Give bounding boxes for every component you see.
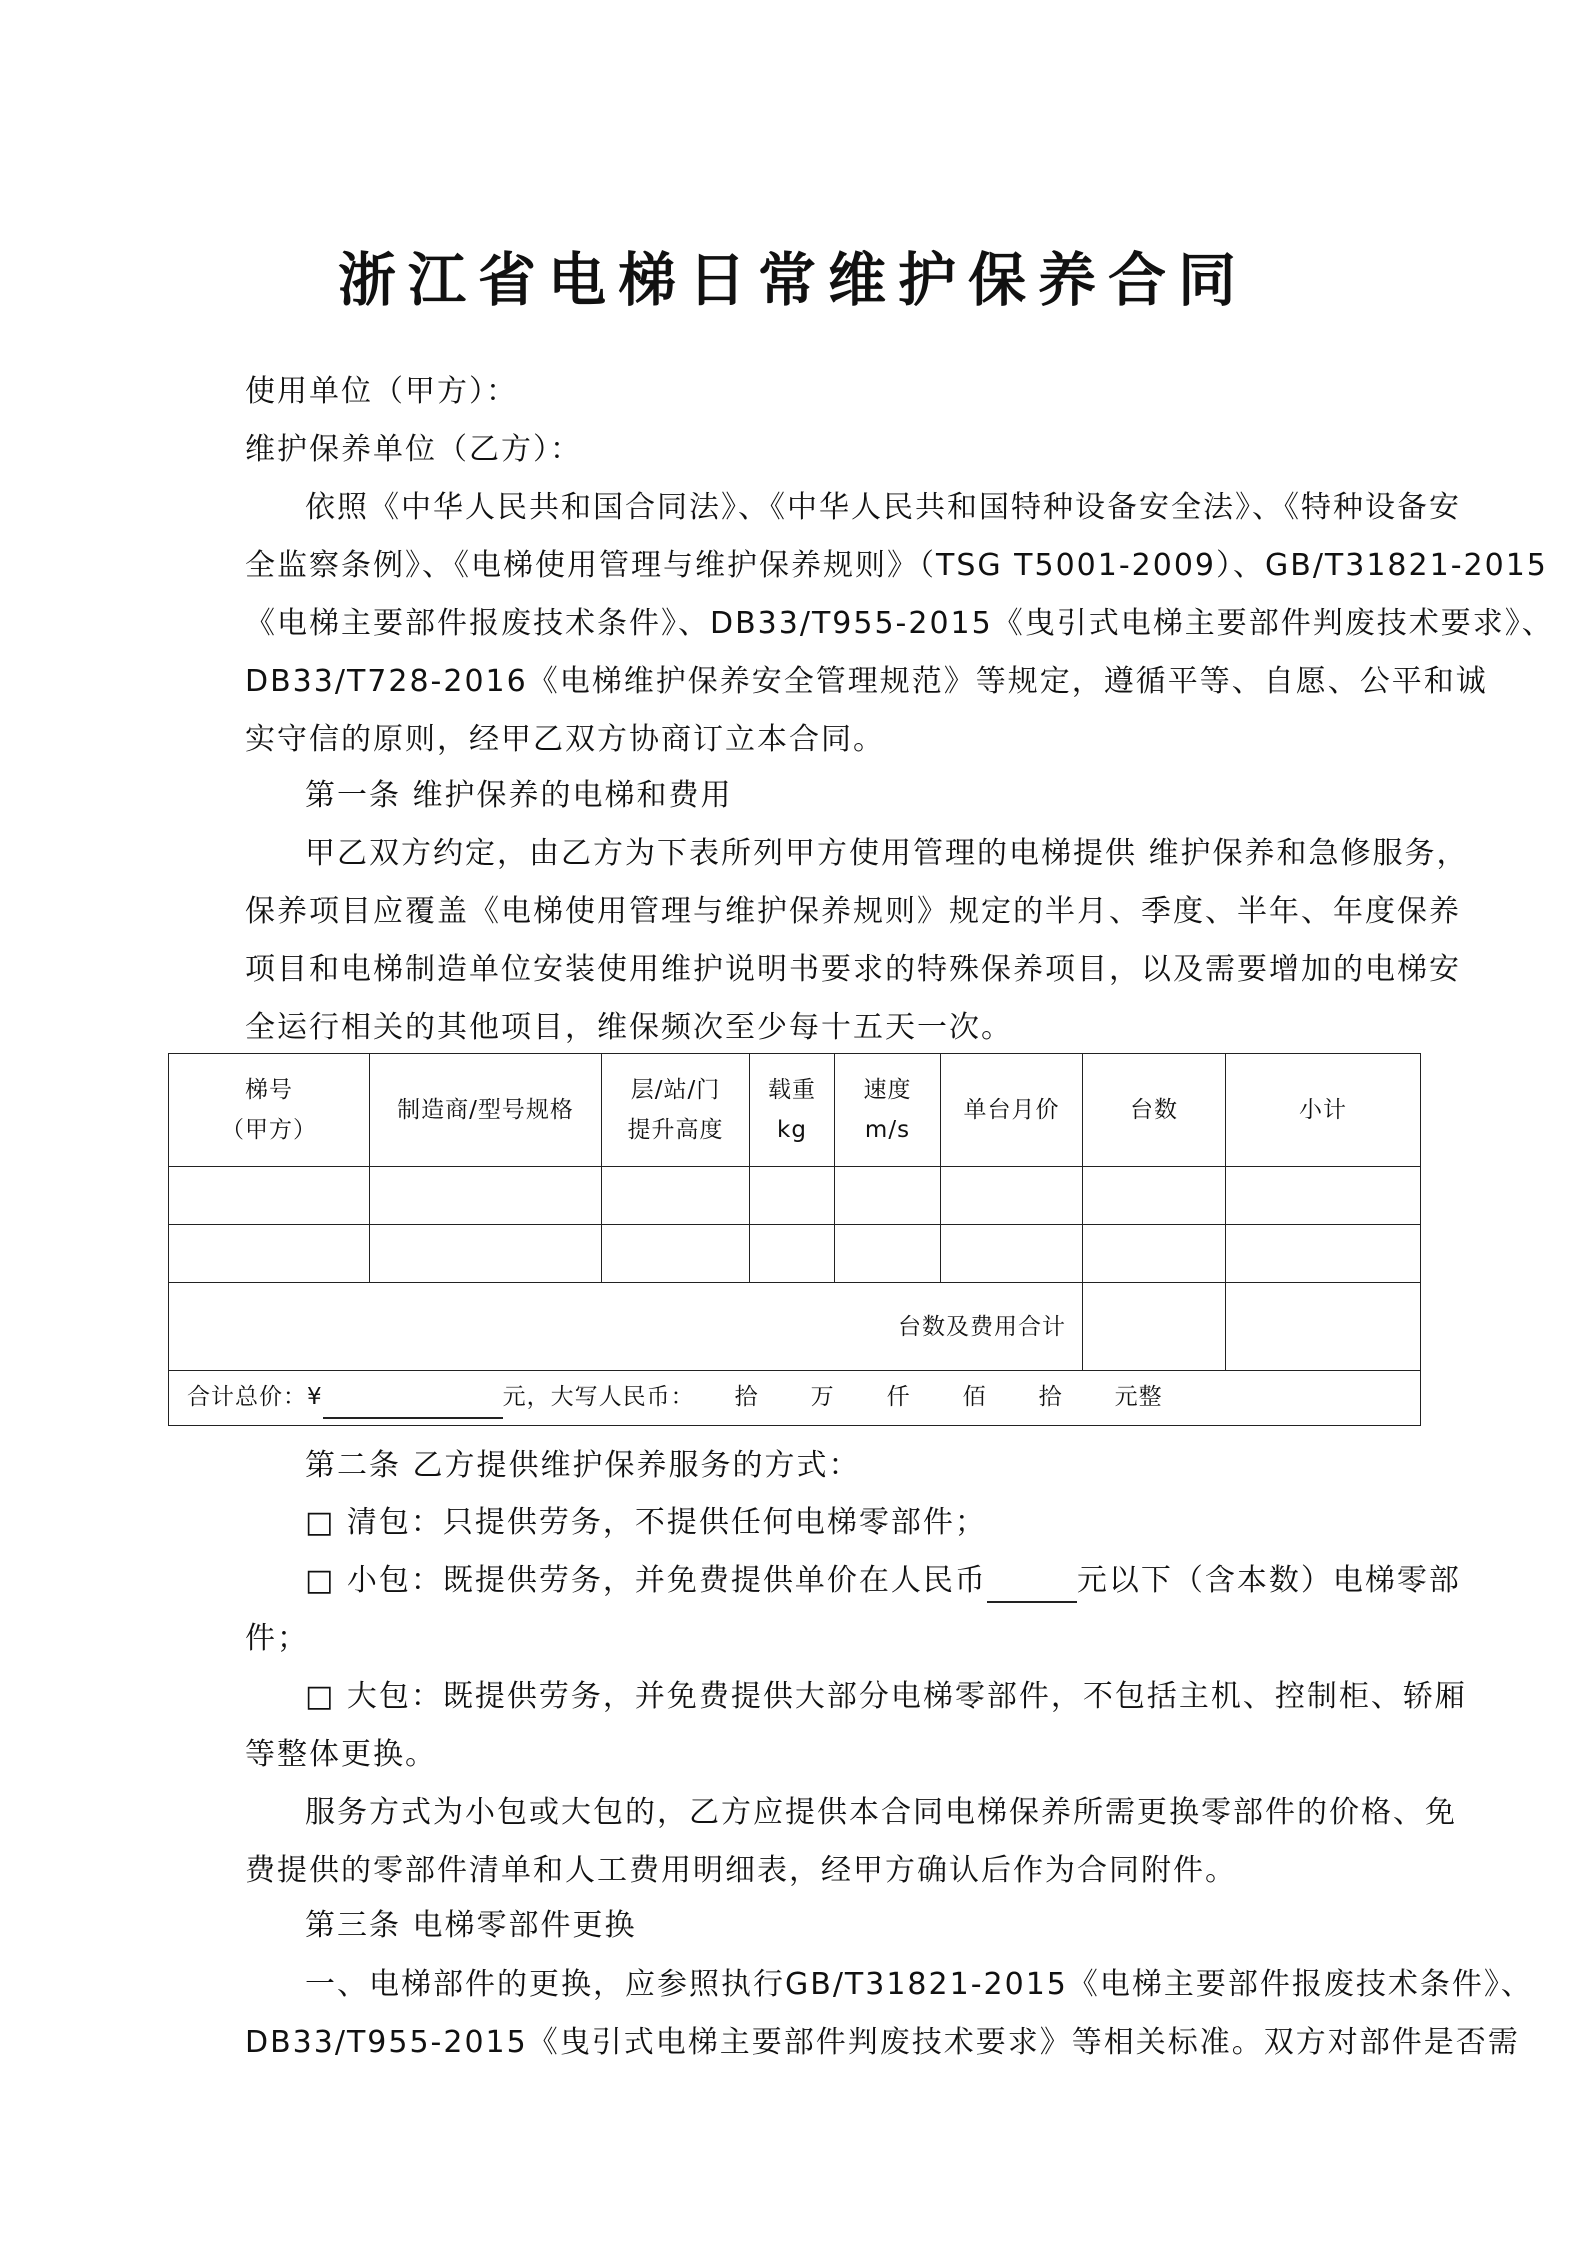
unit-label: 拾 <box>1038 1384 1063 1410</box>
option-big-cont: 等整体更换。 <box>245 1737 437 1772</box>
price-limit-blank[interactable] <box>987 1561 1077 1603</box>
total-prefix: 合计总价：¥ <box>187 1384 323 1410</box>
article1-line: 甲乙双方约定，由乙方为下表所列甲方使用管理的电梯提供 维护保养和急修服务， <box>305 836 1469 871</box>
table-row <box>169 1167 1421 1225</box>
intro-line: 实守信的原则，经甲乙双方协商订立本合同。 <box>245 722 885 757</box>
table-cell[interactable] <box>835 1167 941 1225</box>
article1-line: 项目和电梯制造单位安装使用维护说明书要求的特殊保养项目，以及需要增加的电梯安 <box>245 952 1461 987</box>
header-cell: 台数 <box>1083 1054 1226 1167</box>
table-cell[interactable] <box>602 1225 750 1283</box>
table-cell[interactable] <box>602 1167 750 1225</box>
total-suffix: 元，大写人民币： <box>502 1384 695 1410</box>
service-note: 服务方式为小包或大包的，乙方应提供本合同电梯保养所需更换零部件的价格、免 <box>305 1795 1457 1830</box>
header-cell: 小计 <box>1226 1054 1421 1167</box>
table-cell[interactable] <box>1226 1225 1421 1283</box>
table-cell[interactable] <box>1226 1167 1421 1225</box>
header-cell: 制造商/型号规格 <box>370 1054 602 1167</box>
table-total-row <box>169 1371 1421 1426</box>
option-big: □ 大包：既提供劳务，并免费提供大部分电梯零部件，不包括主机、控制柜、轿厢 <box>305 1679 1467 1714</box>
unit-label: 拾 <box>734 1384 759 1410</box>
unit-label: 仟 <box>886 1384 911 1410</box>
table-cell[interactable] <box>750 1167 835 1225</box>
total-amount-blank[interactable] <box>323 1377 503 1419</box>
article1-line: 全运行相关的其他项目，维保频次至少每十五天一次。 <box>245 1010 1013 1045</box>
table-cell[interactable] <box>941 1167 1083 1225</box>
option-small-cont: 件； <box>245 1621 309 1656</box>
table-cell[interactable] <box>1083 1167 1226 1225</box>
intro-line: DB33/T728-2016《电梯维护保养安全管理规范》等规定，遵循平等、自愿、公平和诚 <box>245 664 1488 699</box>
header-cell: 梯号 （甲方） <box>169 1054 370 1167</box>
table-cell[interactable] <box>370 1167 602 1225</box>
party-b-label: 维护保养单位（乙方）： <box>245 432 582 467</box>
table-cell[interactable] <box>169 1167 370 1225</box>
table-sum-row <box>169 1283 1421 1371</box>
table-cell[interactable] <box>941 1225 1083 1283</box>
sum-count-cell[interactable] <box>1083 1283 1226 1371</box>
total-price-cell <box>169 1371 1421 1426</box>
article3-line: 一、电梯部件的更换，应参照执行GB/T31821-2015《电梯主要部件报废技术条件》、 <box>305 1967 1533 2002</box>
table-cell[interactable] <box>1083 1225 1226 1283</box>
service-note-cont: 费提供的零部件清单和人工费用明细表，经甲方确认后作为合同附件。 <box>245 1853 1237 1888</box>
table-cell[interactable] <box>835 1225 941 1283</box>
table-header-row <box>169 1054 1421 1167</box>
sum-label: 台数及费用合计 <box>169 1283 1083 1371</box>
article3-line: DB33/T955-2015《曳引式电梯主要部件判废技术要求》等相关标准。双方对部件是否需 <box>245 2025 1520 2060</box>
intro-line: 《电梯主要部件报废技术条件》、DB33/T955-2015《曳引式电梯主要部件判废技术要求》、 <box>245 606 1554 641</box>
unit-label: 佰 <box>962 1384 987 1410</box>
table-cell[interactable] <box>750 1225 835 1283</box>
article1-heading: 第一条 维护保养的电梯和费用 <box>305 778 733 813</box>
header-cell: 载重 kg <box>750 1054 835 1167</box>
table-cell[interactable] <box>370 1225 602 1283</box>
unit-label: 万 <box>810 1384 835 1410</box>
option-small: □ 小包：既提供劳务，并免费提供单价在人民币 元以下（含本数）电梯零部 <box>305 1561 1461 1603</box>
option-clean: □ 清包：只提供劳务，不提供任何电梯零部件； <box>305 1505 987 1540</box>
party-a-label: 使用单位（甲方）： <box>245 374 518 409</box>
intro-line: 依照《中华人民共和国合同法》、《中华人民共和国特种设备安全法》、《特种设备安 <box>305 490 1461 525</box>
header-cell: 单台月价 <box>941 1054 1083 1167</box>
article3-heading: 第三条 电梯零部件更换 <box>305 1908 637 1943</box>
fee-table <box>168 1053 1421 1426</box>
unit-label: 元整 <box>1114 1384 1163 1410</box>
sum-amount-cell[interactable] <box>1226 1283 1421 1371</box>
document-title: 浙江省电梯日常维护保养合同 <box>337 246 1248 314</box>
table-row <box>169 1225 1421 1283</box>
intro-line: 全监察条例》、《电梯使用管理与维护保养规则》（TSG T5001-2009）、GB/T31821-2015 <box>245 548 1548 583</box>
header-cell: 层/站/门 提升高度 <box>602 1054 750 1167</box>
article1-line: 保养项目应覆盖《电梯使用管理与维护保养规则》规定的半月、季度、半年、年度保养 <box>245 894 1461 929</box>
table-cell[interactable] <box>169 1225 370 1283</box>
article2-heading: 第二条 乙方提供维护保养服务的方式： <box>305 1448 861 1483</box>
header-cell: 速度 m/s <box>835 1054 941 1167</box>
